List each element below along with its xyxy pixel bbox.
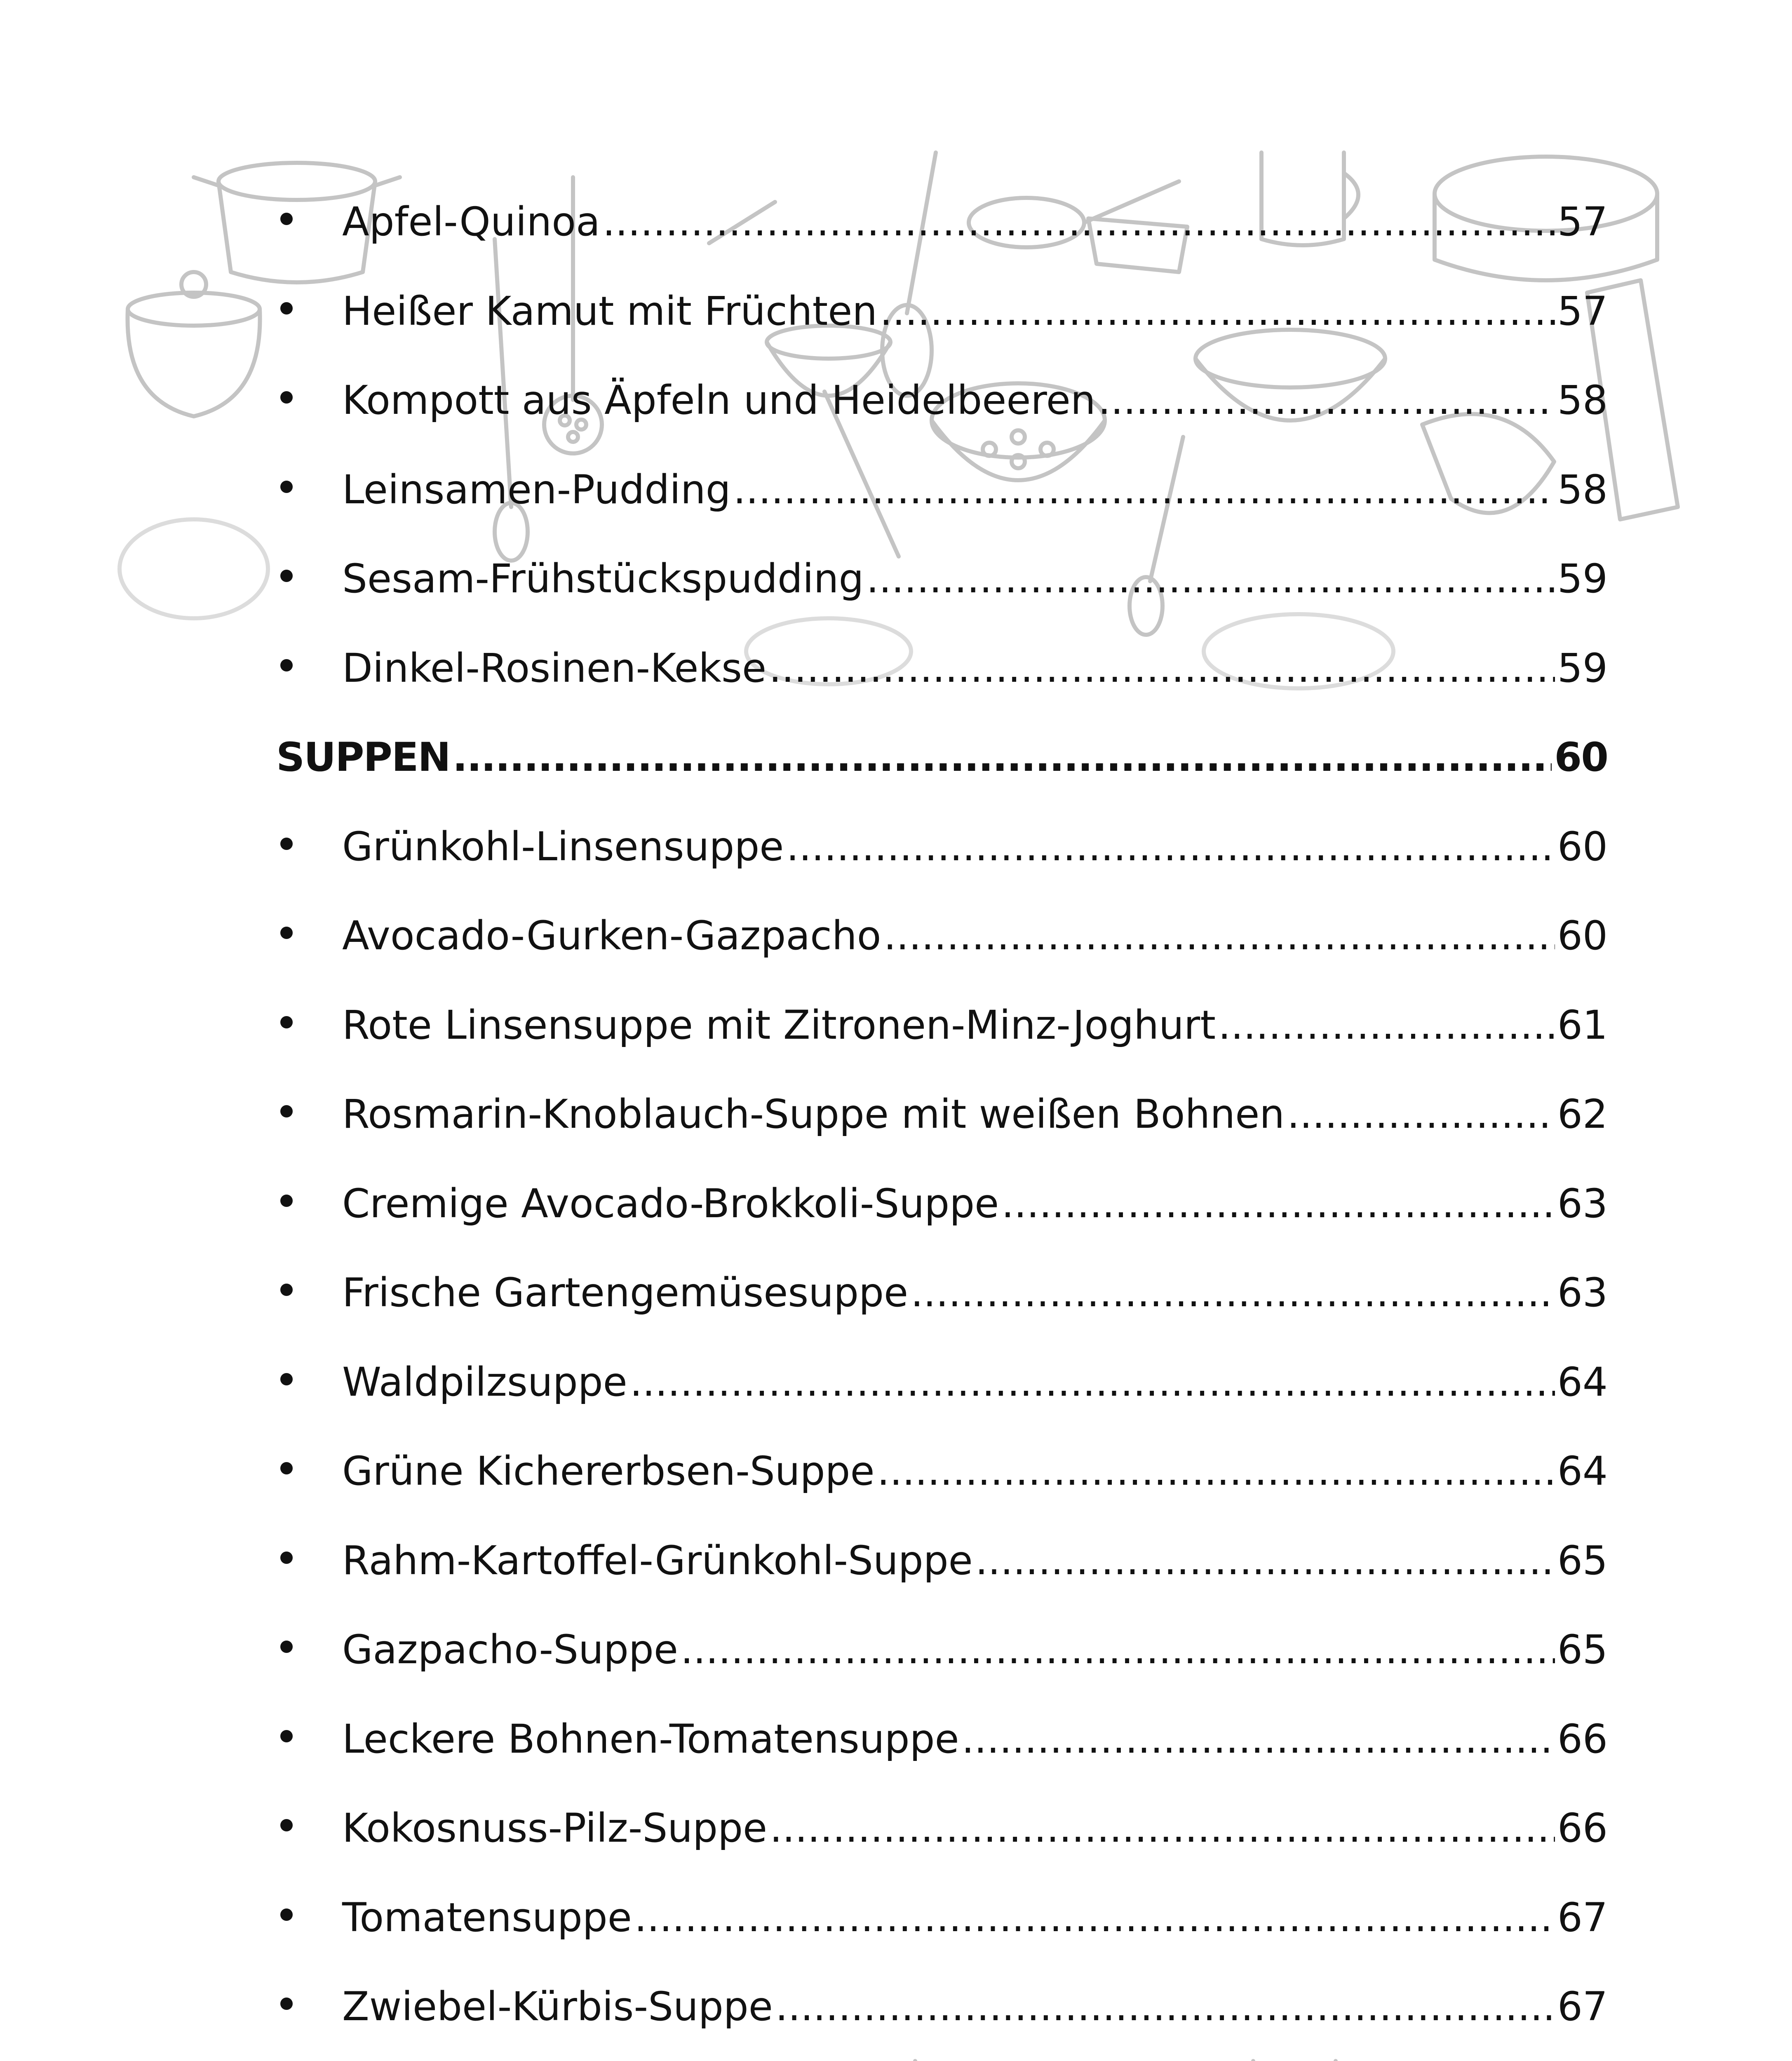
- toc-entry-title: Avocado-Gurken-Gazpacho: [342, 913, 881, 959]
- toc-entry-page-number: 61: [1557, 1002, 1608, 1048]
- toc-entry-body: [276, 1537, 1608, 1584]
- dot-leader: [1001, 1184, 1555, 1223]
- toc-entry-page-number: 60: [1557, 913, 1608, 959]
- toc-entry[interactable]: [276, 1716, 1608, 1809]
- toc-entry-page-number: 57: [1557, 199, 1608, 245]
- toc-entry[interactable]: [276, 377, 1608, 470]
- toc-entry-body: [276, 1894, 1608, 1941]
- toc-entry-body: [276, 1805, 1608, 1851]
- toc-entry-title: Waldpilzsuppe: [342, 1359, 627, 1405]
- dot-leader: [630, 1362, 1555, 1402]
- toc-entry-body: [276, 1716, 1608, 1762]
- dot-leader: [733, 470, 1555, 509]
- table-of-contents: [276, 199, 1608, 2061]
- bullet-icon: [280, 1284, 293, 1296]
- bullet-icon: [280, 1552, 293, 1564]
- toc-entry-title: Gazpacho-Suppe: [342, 1627, 678, 1673]
- toc-entry-title: Sesam-Frühstückspudding: [342, 556, 864, 602]
- toc-entry-title: Dinkel-Rosinen-Kekse: [342, 645, 767, 691]
- dot-leader: [770, 1808, 1555, 1848]
- toc-entry[interactable]: [276, 1448, 1608, 1541]
- dot-leader: [877, 1451, 1555, 1491]
- toc-entry-body: [276, 1448, 1608, 1494]
- toc-entry-page-number: 65: [1557, 1537, 1608, 1584]
- bullet-icon: [280, 1641, 293, 1653]
- toc-entry-title: Rahm-Kartoffel-Grünkohl-Suppe: [342, 1537, 973, 1584]
- dot-leader: [453, 737, 1552, 777]
- bullet-icon: [280, 1819, 293, 1831]
- toc-entry-title: Tomatensuppe: [342, 1894, 632, 1941]
- toc-entry-page-number: 67: [1557, 1894, 1608, 1941]
- bullet-icon: [280, 481, 293, 493]
- toc-entry-page-number: 59: [1557, 645, 1608, 691]
- toc-entry[interactable]: [276, 1894, 1608, 1987]
- bullet-icon: [280, 927, 293, 939]
- toc-entry-page-number: 66: [1557, 1805, 1608, 1851]
- dot-leader: [1218, 1005, 1555, 1045]
- toc-entry-body: [276, 734, 1608, 780]
- toc-entry-title: Rote Linsensuppe mit Zitronen-Minz-Joghurt: [342, 1002, 1216, 1048]
- dot-leader: [1287, 1094, 1555, 1134]
- toc-entry-title: Frische Gartengemüsesuppe: [342, 1270, 909, 1316]
- dot-leader: [1098, 380, 1555, 420]
- toc-entry-page-number: 62: [1557, 1091, 1608, 1137]
- toc-entry-body: [276, 466, 1608, 513]
- toc-entry[interactable]: [276, 645, 1608, 738]
- toc-entry-body: [276, 1359, 1608, 1405]
- toc-entry-title: Heißer Kamut mit Früchten: [342, 288, 878, 334]
- toc-entry-title: Cremige Avocado-Brokkoli-Suppe: [342, 1180, 999, 1227]
- toc-entry-body: [276, 1091, 1608, 1137]
- toc-entry[interactable]: [276, 1627, 1608, 1719]
- bullet-icon: [280, 570, 293, 582]
- bullet-icon: [280, 1462, 293, 1474]
- toc-entry-page-number: 60: [1554, 734, 1608, 780]
- toc-entry[interactable]: [276, 1270, 1608, 1362]
- bullet-icon: [280, 659, 293, 671]
- dot-leader: [681, 1630, 1555, 1669]
- toc-entry-page-number: 66: [1557, 1716, 1608, 1762]
- dot-leader: [880, 291, 1555, 331]
- toc-entry-page-number: 60: [1557, 823, 1608, 870]
- bullet-icon: [280, 302, 293, 315]
- toc-entry-page-number: 67: [1557, 1984, 1608, 2030]
- bullet-icon: [280, 1195, 293, 1207]
- toc-entry[interactable]: [276, 466, 1608, 559]
- bullet-icon: [280, 1998, 293, 2010]
- toc-entry-body: [276, 1180, 1608, 1227]
- toc-entry-body: [276, 645, 1608, 691]
- toc-entry-title: SUPPEN: [276, 734, 450, 780]
- dot-leader: [634, 1898, 1555, 1937]
- toc-entry-body: [276, 199, 1608, 245]
- bullet-icon: [280, 1105, 293, 1117]
- toc-entry-body: [276, 556, 1608, 602]
- toc-entry-page-number: 58: [1557, 466, 1608, 513]
- dot-leader: [603, 202, 1555, 242]
- bullet-icon: [280, 391, 293, 404]
- toc-entry-body: [276, 823, 1608, 870]
- dot-leader: [786, 827, 1555, 866]
- toc-entry-body: [276, 913, 1608, 959]
- toc-entry[interactable]: [276, 1359, 1608, 1452]
- toc-entry[interactable]: [276, 1091, 1608, 1184]
- toc-entry-page-number: 65: [1557, 1627, 1608, 1673]
- bullet-icon: [280, 1373, 293, 1385]
- toc-entry[interactable]: [276, 1002, 1608, 1095]
- toc-entry-body: [276, 288, 1608, 334]
- dot-leader: [962, 1719, 1555, 1759]
- toc-entry[interactable]: [276, 1180, 1608, 1273]
- toc-entry-title: Kompott aus Äpfeln und Heidelbeeren: [342, 377, 1096, 423]
- toc-entry-page-number: 57: [1557, 288, 1608, 334]
- toc-entry[interactable]: [276, 913, 1608, 1005]
- toc-entry-page-number: 63: [1557, 1270, 1608, 1316]
- toc-entry-page-number: 63: [1557, 1180, 1608, 1227]
- toc-entry-body: [276, 1002, 1608, 1048]
- toc-entry-page-number: 64: [1557, 1359, 1608, 1405]
- toc-entry-page-number: 64: [1557, 1448, 1608, 1494]
- bullet-icon: [280, 838, 293, 850]
- dot-leader: [911, 1273, 1555, 1312]
- dot-leader: [775, 1987, 1555, 2026]
- toc-entry-title: Zwiebel-Kürbis-Suppe: [342, 1984, 773, 2030]
- toc-entry[interactable]: [276, 199, 1608, 291]
- toc-entry-title: Grüne Kichererbsen-Suppe: [342, 1448, 875, 1494]
- toc-entry-body: [276, 1270, 1608, 1316]
- toc-entry-page-number: 58: [1557, 377, 1608, 423]
- toc-entry-title: Rosmarin-Knoblauch-Suppe mit weißen Bohnen: [342, 1091, 1285, 1137]
- bullet-icon: [280, 213, 293, 225]
- dot-leader: [769, 648, 1555, 688]
- toc-entry[interactable]: [276, 1984, 1608, 2061]
- dot-leader: [866, 559, 1555, 599]
- toc-entry[interactable]: [276, 1537, 1608, 1630]
- toc-entry-body: [276, 377, 1608, 423]
- bullet-icon: [280, 1730, 293, 1742]
- toc-entry[interactable]: [276, 556, 1608, 648]
- toc-entry-title: Grünkohl-Linsensuppe: [342, 823, 784, 870]
- bullet-icon: [280, 1908, 293, 1921]
- dot-leader: [883, 916, 1555, 955]
- toc-entry-title: Leckere Bohnen-Tomatensuppe: [342, 1716, 959, 1762]
- bullet-icon: [280, 1016, 293, 1028]
- toc-entry[interactable]: [276, 823, 1608, 916]
- toc-entry-title: Apfel-Quinoa: [342, 199, 600, 245]
- toc-entry-title: Kokosnuss-Pilz-Suppe: [342, 1805, 768, 1851]
- toc-section-heading[interactable]: [276, 734, 1608, 827]
- toc-entry[interactable]: [276, 1805, 1608, 1898]
- toc-entry[interactable]: [276, 288, 1608, 381]
- toc-entry-body: [276, 1627, 1608, 1673]
- dot-leader: [975, 1541, 1555, 1580]
- toc-entry-page-number: 59: [1557, 556, 1608, 602]
- toc-entry-title: Leinsamen-Pudding: [342, 466, 731, 513]
- toc-entry-body: [276, 1984, 1608, 2030]
